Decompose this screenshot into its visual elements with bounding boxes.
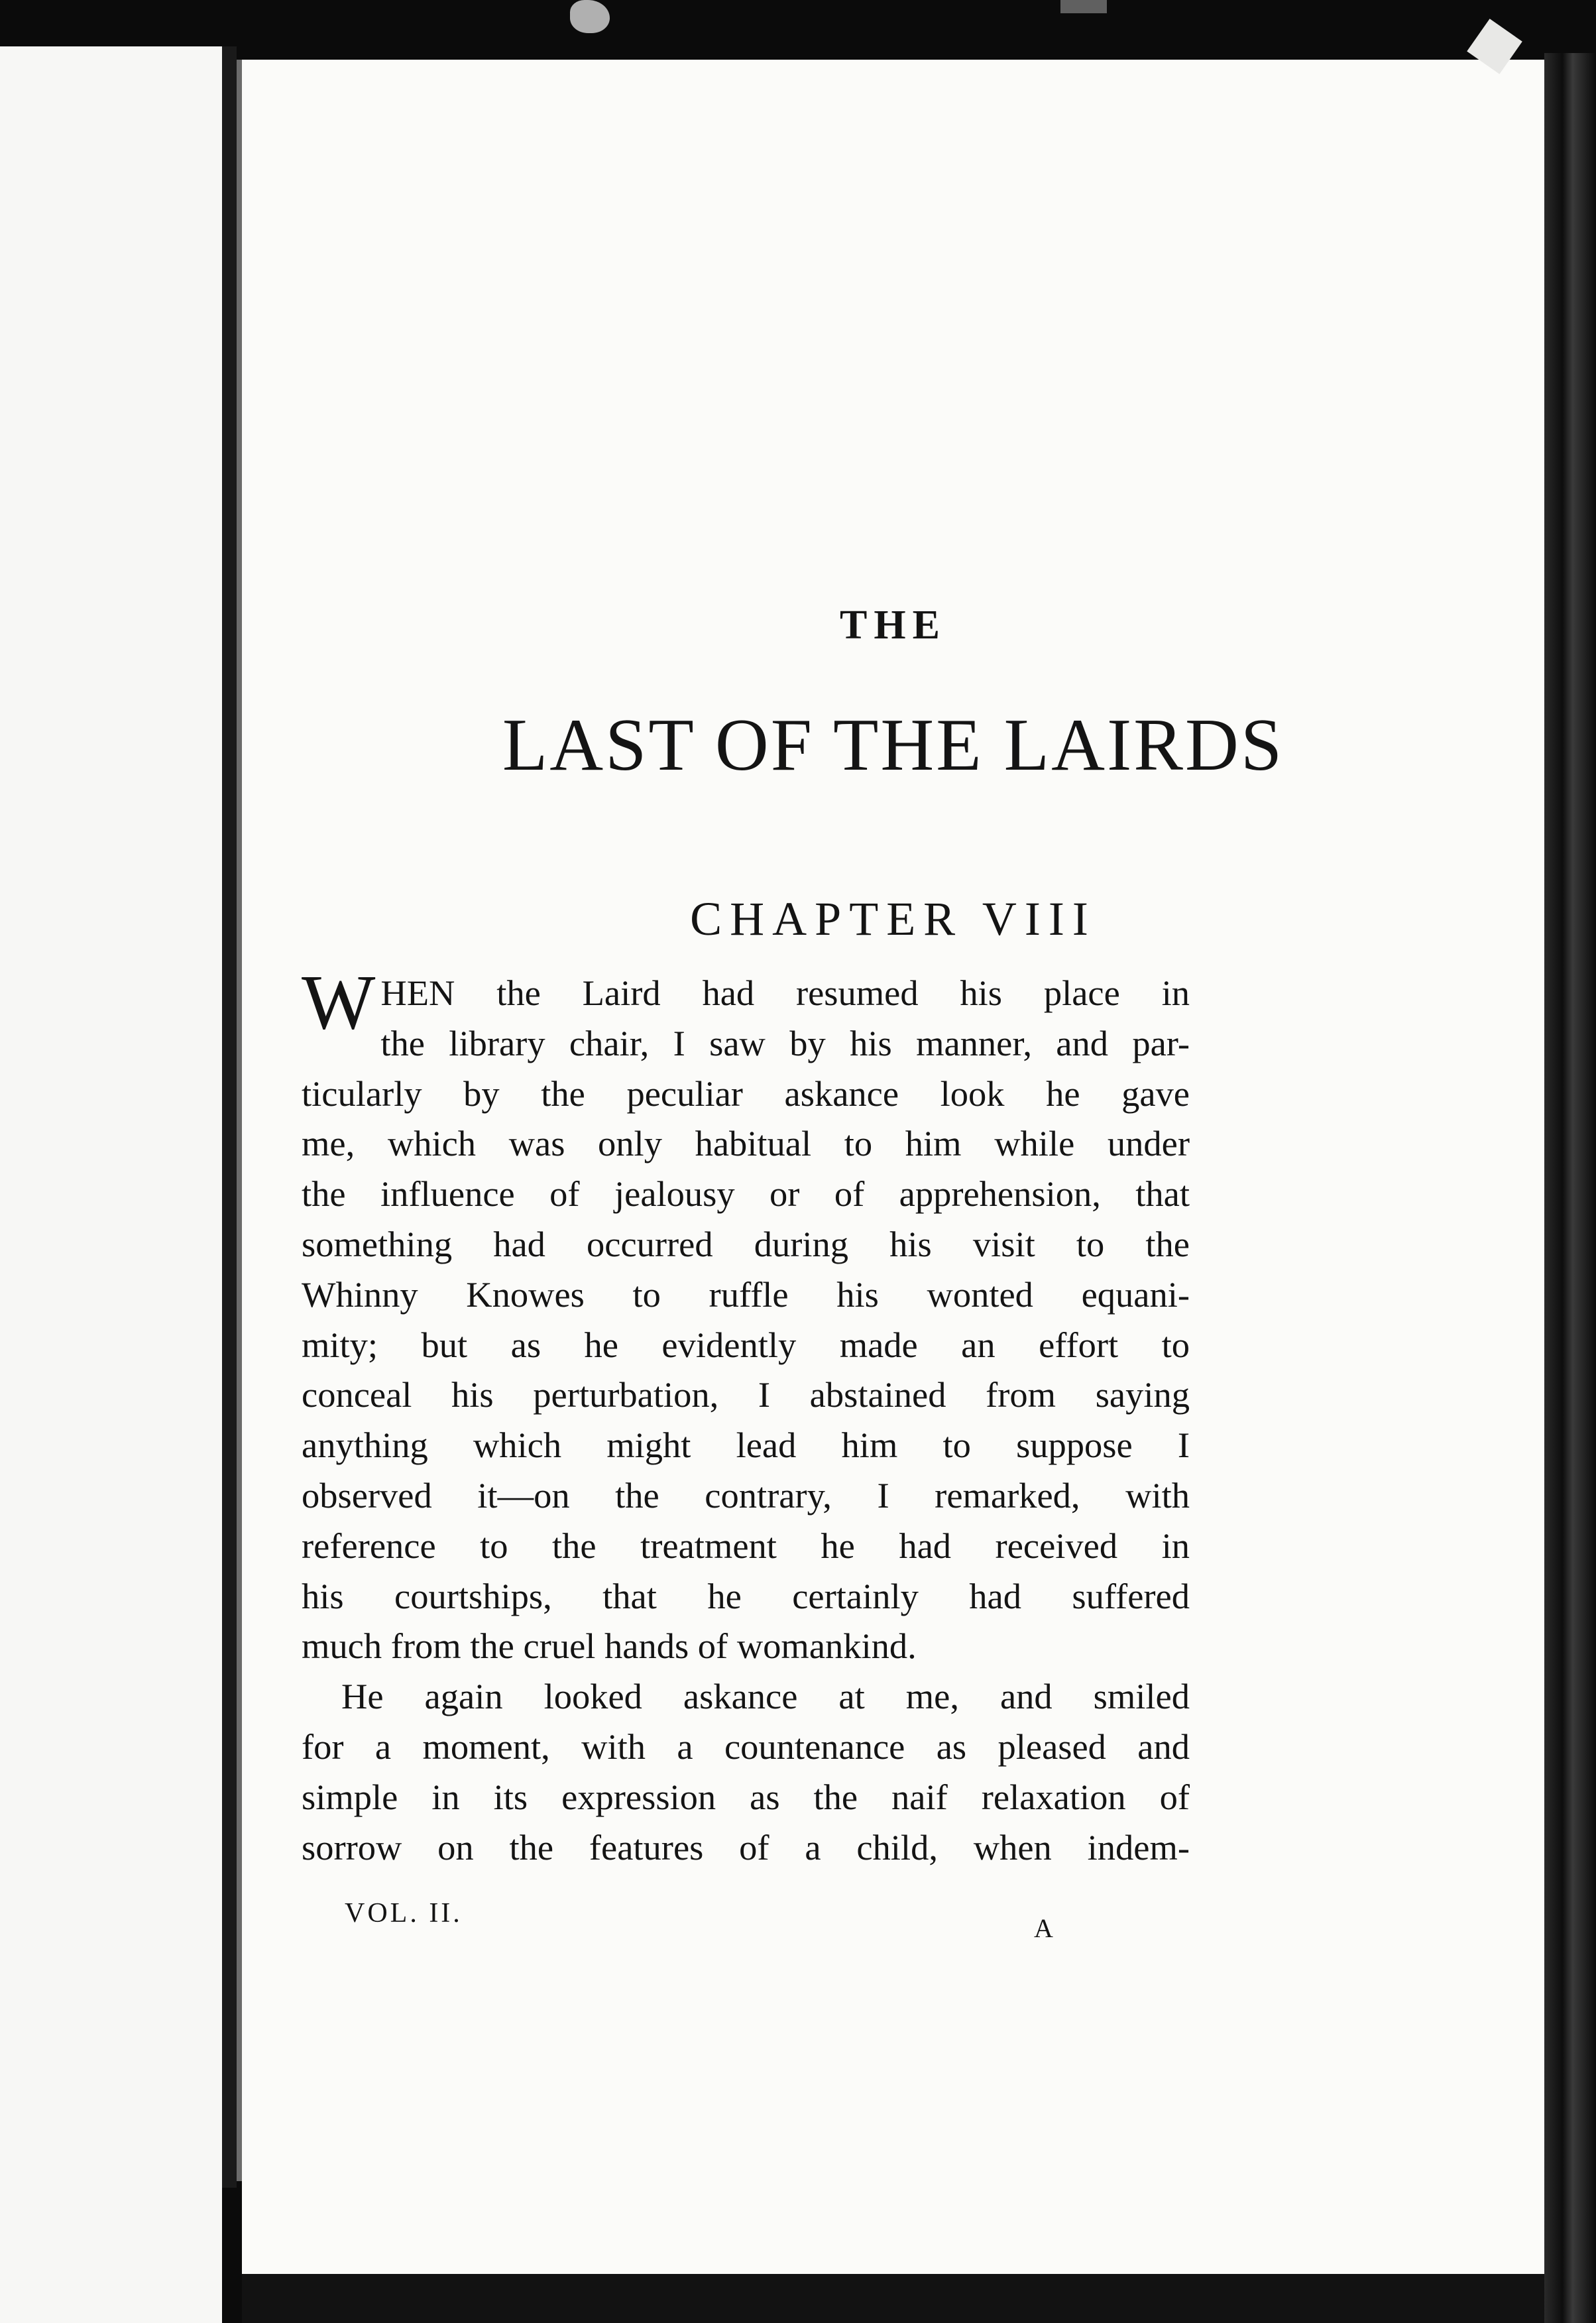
binding-shadow bbox=[222, 46, 237, 2188]
text-line: anything which might lead him to suppose I bbox=[302, 1425, 1190, 1466]
page-edge-shadow bbox=[1544, 53, 1596, 2323]
paragraph bbox=[302, 1722, 1190, 1872]
running-title: THE bbox=[840, 603, 946, 648]
text-line: WHEN the Laird had resumed his place in bbox=[302, 959, 1190, 1045]
text-line: for a moment, with a countenance as pleased and bbox=[302, 1726, 1190, 1767]
text-line: the library chair, I saw by his manner, and par- bbox=[380, 1022, 1190, 1063]
text-line: conceal his perturbation, I abstained from saying bbox=[302, 1374, 1190, 1415]
facing-page bbox=[0, 46, 222, 2323]
text-line: reference to the treatment he had received in bbox=[302, 1525, 1190, 1566]
text-line: mity; but as he evidently made an effort to bbox=[302, 1324, 1190, 1365]
text-line: Whinny Knowes to ruffle his wonted equani- bbox=[302, 1274, 1190, 1315]
text-line: something had occurred during his visit to the bbox=[302, 1223, 1190, 1264]
body-text bbox=[302, 959, 1190, 1872]
drop-cap: W bbox=[302, 959, 376, 1045]
text-line: much from the cruel hands of womankind. bbox=[302, 1626, 917, 1667]
paragraph bbox=[302, 959, 1190, 1671]
text-line: sorrow on the features of a child, when indem- bbox=[302, 1826, 1190, 1868]
text-line: observed it—on the contrary, I remarked, with bbox=[302, 1474, 1190, 1516]
book-title: LAST OF THE LAIRDS bbox=[502, 704, 1284, 786]
scan-artifact bbox=[1060, 0, 1107, 13]
signature-mark: A bbox=[1034, 1913, 1053, 1943]
text-line: ticularly by the peculiar askance look he gave bbox=[302, 1073, 1190, 1114]
text-line: his courtships, that he certainly had suffered bbox=[302, 1575, 1190, 1616]
text-line: He again looked askance at me, and smiled bbox=[341, 1676, 1190, 1717]
scan-artifact bbox=[570, 0, 610, 33]
gutter bbox=[237, 60, 242, 2181]
opening-word: HEN bbox=[380, 973, 455, 1013]
text-line: simple in its expression as the naif relaxation of bbox=[302, 1776, 1190, 1817]
text-line: the influence of jealousy or of apprehension, that bbox=[302, 1173, 1190, 1215]
bottom-edge bbox=[242, 2274, 1544, 2323]
chapter-heading: CHAPTER VIII bbox=[690, 892, 1096, 945]
text-line: me, which was only habitual to him while under bbox=[302, 1123, 1190, 1164]
volume-number: VOL. II. bbox=[345, 1898, 463, 1929]
paragraph bbox=[302, 1671, 1190, 1722]
